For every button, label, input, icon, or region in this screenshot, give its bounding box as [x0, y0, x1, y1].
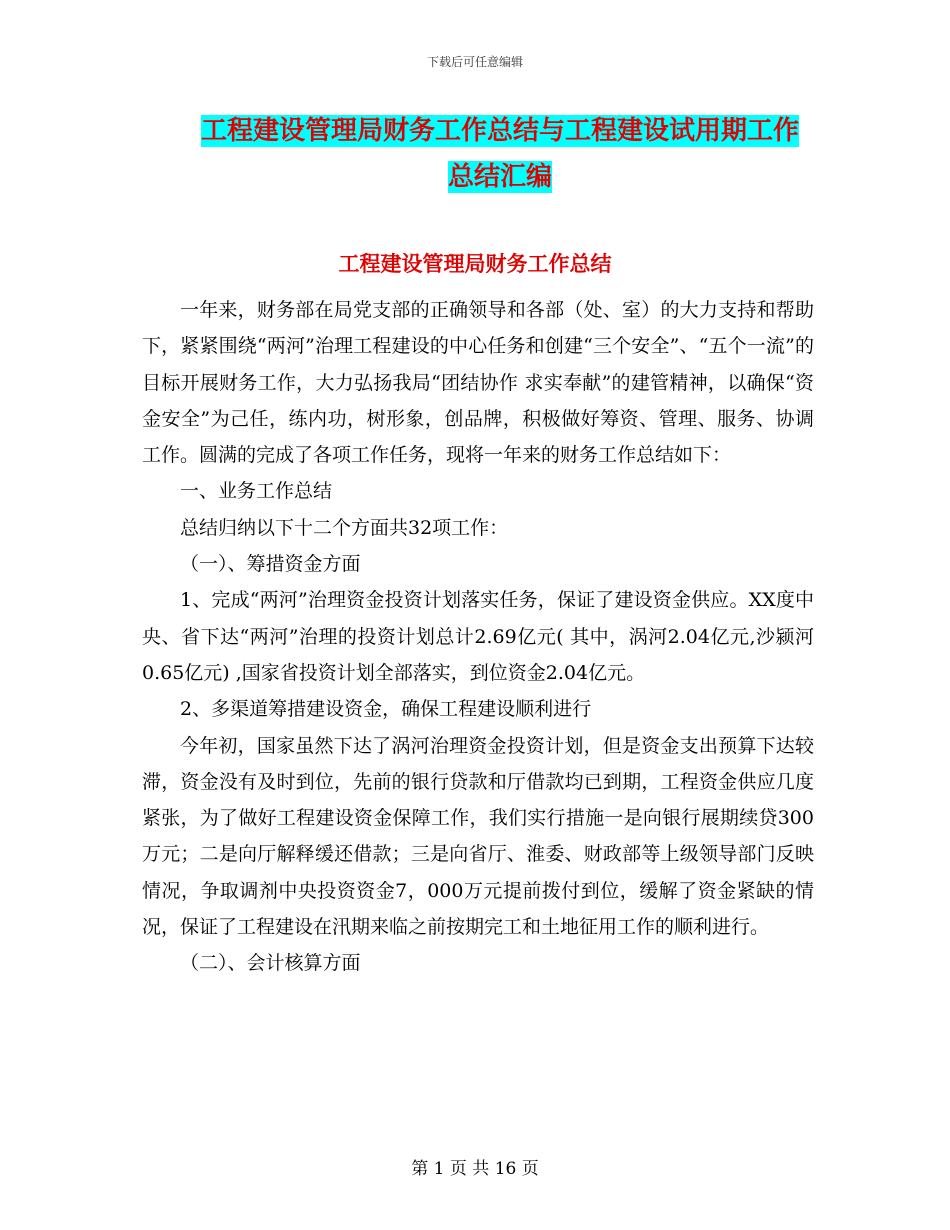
- document-title-line-2: 总结汇编: [447, 162, 552, 192]
- summary-count-paragraph: 总结归纳以下十二个方面共32项工作：: [180, 516, 509, 539]
- heading-business-summary: 一、业务工作总结: [180, 480, 333, 503]
- item-2-paragraph: 今年初，国家虽然下达了涡河治理资金投资计划，但是资金支出预算下达较滞，资金没有及时到位，先前的银行贷款和厅借款均已到期，工程资金供应几度紧张，为了做好工程建设资金保障工作，我们实行措施一是向银行展期续贷300万元；二是向厅解释缓还借款；三是向省厅、淮委、财政部等上级领导部门反映情况，争取调剂中央投资资金7，000万元提前拨付到位，缓解了资金紧缺的情况，保证了工程建设在汛期来临之前按期完工和土地征用工作的顺利进行。: [142, 734, 814, 939]
- subheading-fundraising: （一）、筹措资金方面: [180, 553, 361, 576]
- header-note: 下载后可任意编辑: [426, 55, 523, 69]
- item-2-heading: 2、多渠道筹措建设资金，确保工程建设顺利进行: [180, 698, 592, 721]
- page-footer: 第 1 页 共 16 页: [411, 1159, 539, 1179]
- section-title: 工程建设管理局财务工作总结: [338, 252, 612, 276]
- subheading-accounting: （二）、会计核算方面: [180, 952, 361, 975]
- document-body: [142, 292, 814, 982]
- document-title-line-1: 工程建设管理局财务工作总结与工程建设试用期工作: [200, 116, 799, 146]
- document-title: [120, 108, 880, 200]
- intro-paragraph: 一年来，财务部在局党支部的正确领导和各部（处、室）的大力支持和帮助下，紧紧围绕“两河”治理工程建设的中心任务和创建“三个安全”、“五个一流”的目标开展财务工作，大力弘扬我局“团结协作 求实奉献”的建管精神，以确保“资金安全”为己任，练内功，树形象，创品牌，积极做好筹资、管理、服务、协调工作。圆满的完成了各项工作任务，现将一年来的财务工作总结如下：: [142, 299, 814, 467]
- item-1-paragraph: 1、完成“两河”治理资金投资计划落实任务，保证了建设资金供应。XX度中央、省下达“两河”治理的投资计划总计2.69亿元( 其中，涡河2.04亿元,沙颍河0.65亿元) ,国家省投资计划全部落实，到位资金2.04亿元。: [142, 589, 814, 684]
